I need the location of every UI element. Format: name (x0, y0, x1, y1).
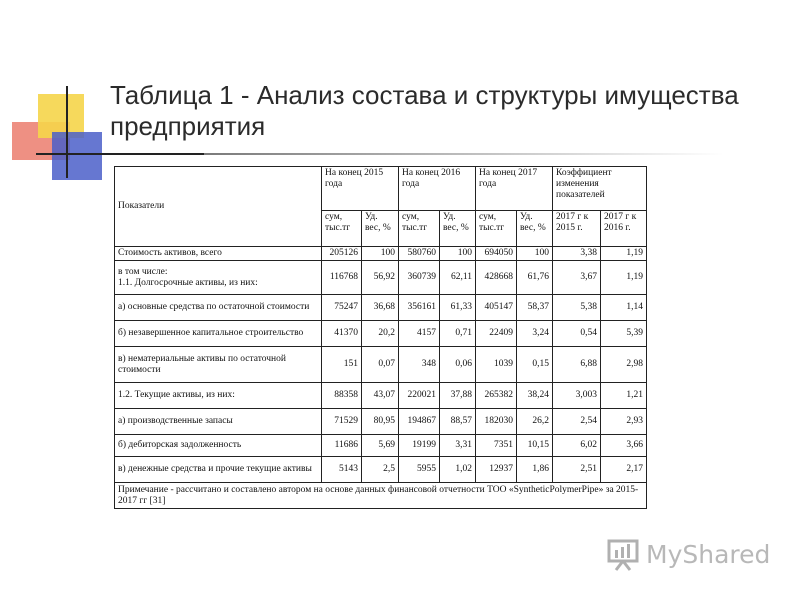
table-cell: 75247 (322, 295, 362, 321)
subheader-sum-2016: сум, тыс.тг (399, 211, 440, 247)
table-cell: 3,24 (517, 321, 553, 347)
table-row (115, 295, 647, 321)
table-cell: 3,31 (440, 435, 476, 457)
table-cell: 5,69 (362, 435, 399, 457)
table-cell: 2,98 (601, 347, 647, 383)
table-cell: 6,88 (553, 347, 601, 383)
table-cell: 360739 (399, 261, 440, 295)
decor-blue-square (52, 132, 102, 180)
table-cell: 88358 (322, 383, 362, 409)
table-cell: 26,2 (517, 409, 553, 435)
row-label: в том числе: 1.1. Долгосрочные активы, из них: (115, 261, 322, 295)
table-cell: 80,95 (362, 409, 399, 435)
myshared-logo (606, 536, 770, 572)
table-cell: 1,86 (517, 457, 553, 483)
table-cell: 71529 (322, 409, 362, 435)
table-note-row (115, 483, 647, 509)
table-row (115, 321, 647, 347)
table-cell: 100 (362, 247, 399, 261)
table-cell: 0,54 (553, 321, 601, 347)
table-cell: 38,24 (517, 383, 553, 409)
decor-horizontal-line (36, 153, 204, 155)
title-underline (204, 153, 724, 155)
table-cell: 2,17 (601, 457, 647, 483)
table-cell: 428668 (476, 261, 517, 295)
table-cell: 37,88 (440, 383, 476, 409)
table-cell: 58,37 (517, 295, 553, 321)
table-cell: 3,66 (601, 435, 647, 457)
table-cell: 61,33 (440, 295, 476, 321)
table-note: Примечание - рассчитано и составлено автором на основе данных финансовой отчетности ТОО «SyntheticPolymerPipe» за 2015-2017 гг [31] (115, 483, 647, 509)
header-2016: На конец 2016 года (399, 167, 476, 211)
row-label: а) основные средства по остаточной стоимости (115, 295, 322, 321)
table-cell: 5,38 (553, 295, 601, 321)
row-label: 1.2. Текущие активы, из них: (115, 383, 322, 409)
row-label: а) производственные запасы (115, 409, 322, 435)
row-label: в) денежные средства и прочие текущие активы (115, 457, 322, 483)
row-label: в) нематериальные активы по остаточной стоимости (115, 347, 322, 383)
decor-vertical-line (66, 86, 68, 178)
table-cell: 0,15 (517, 347, 553, 383)
table-cell: 4157 (399, 321, 440, 347)
table-cell: 182030 (476, 409, 517, 435)
table-cell: 265382 (476, 383, 517, 409)
subheader-sum-2017: сум, тыс.тг (476, 211, 517, 247)
subheader-share-2017: Уд. вес, % (517, 211, 553, 247)
table-cell: 405147 (476, 295, 517, 321)
table-row (115, 383, 647, 409)
subheader-coef-2017-2016: 2017 г к 2016 г. (601, 211, 647, 247)
table-cell: 0,07 (362, 347, 399, 383)
header-2017: На конец 2017 года (476, 167, 553, 211)
table-row (115, 435, 647, 457)
table-cell: 41370 (322, 321, 362, 347)
table-cell: 220021 (399, 383, 440, 409)
table-cell: 2,5 (362, 457, 399, 483)
subheader-share-2016: Уд. вес, % (440, 211, 476, 247)
slide-title: Таблица 1 - Анализ состава и структуры имущества предприятия (110, 80, 739, 141)
table-cell: 1,14 (601, 295, 647, 321)
header-indicator: Показатели (115, 167, 322, 247)
presentation-board-icon (606, 537, 640, 571)
header-2015: На конец 2015 года (322, 167, 399, 211)
table-cell: 20,2 (362, 321, 399, 347)
table-cell: 6,02 (553, 435, 601, 457)
table-cell: 3,003 (553, 383, 601, 409)
table-cell: 0,71 (440, 321, 476, 347)
table-cell: 356161 (399, 295, 440, 321)
table-cell: 61,76 (517, 261, 553, 295)
table-cell: 12937 (476, 457, 517, 483)
logo-text: MyShared (646, 539, 771, 569)
row-label: Стоимость активов, всего (115, 247, 322, 261)
table-cell: 100 (440, 247, 476, 261)
table-cell: 36,68 (362, 295, 399, 321)
table-cell: 5955 (399, 457, 440, 483)
row-label: б) незавершенное капитальное строительство (115, 321, 322, 347)
table-cell: 62,11 (440, 261, 476, 295)
table-cell: 5143 (322, 457, 362, 483)
table-row (115, 409, 647, 435)
table-cell: 11686 (322, 435, 362, 457)
table-cell: 3,38 (553, 247, 601, 261)
table-cell: 580760 (399, 247, 440, 261)
assets-table (114, 166, 647, 509)
table-cell: 2,93 (601, 409, 647, 435)
table-cell: 348 (399, 347, 440, 383)
subheader-coef-2017-2015: 2017 г к 2015 г. (553, 211, 601, 247)
table-row (115, 347, 647, 383)
table-row (115, 247, 647, 261)
table-cell: 100 (517, 247, 553, 261)
table-cell: 7351 (476, 435, 517, 457)
row-label: б) дебиторская задолженность (115, 435, 322, 457)
table-cell: 22409 (476, 321, 517, 347)
table-row (115, 457, 647, 483)
table-cell: 43,07 (362, 383, 399, 409)
table-cell: 19199 (399, 435, 440, 457)
table-cell: 1,21 (601, 383, 647, 409)
table-cell: 10,15 (517, 435, 553, 457)
table-cell: 88,57 (440, 409, 476, 435)
table-cell: 1,19 (601, 261, 647, 295)
table-cell: 2,54 (553, 409, 601, 435)
table-cell: 56,92 (362, 261, 399, 295)
header-coefficient: Коэффициент изменения показателей (553, 167, 647, 211)
table-cell: 694050 (476, 247, 517, 261)
table-cell: 2,51 (553, 457, 601, 483)
table-cell: 205126 (322, 247, 362, 261)
subheader-share-2015: Уд. вес, % (362, 211, 399, 247)
table-cell: 5,39 (601, 321, 647, 347)
table-cell: 1,02 (440, 457, 476, 483)
table-cell: 194867 (399, 409, 440, 435)
table-cell: 1039 (476, 347, 517, 383)
subheader-sum-2015: сум, тыс.тг (322, 211, 362, 247)
table-cell: 0,06 (440, 347, 476, 383)
table-cell: 151 (322, 347, 362, 383)
table-cell: 116768 (322, 261, 362, 295)
table-row (115, 261, 647, 295)
table-cell: 3,67 (553, 261, 601, 295)
table-cell: 1,19 (601, 247, 647, 261)
